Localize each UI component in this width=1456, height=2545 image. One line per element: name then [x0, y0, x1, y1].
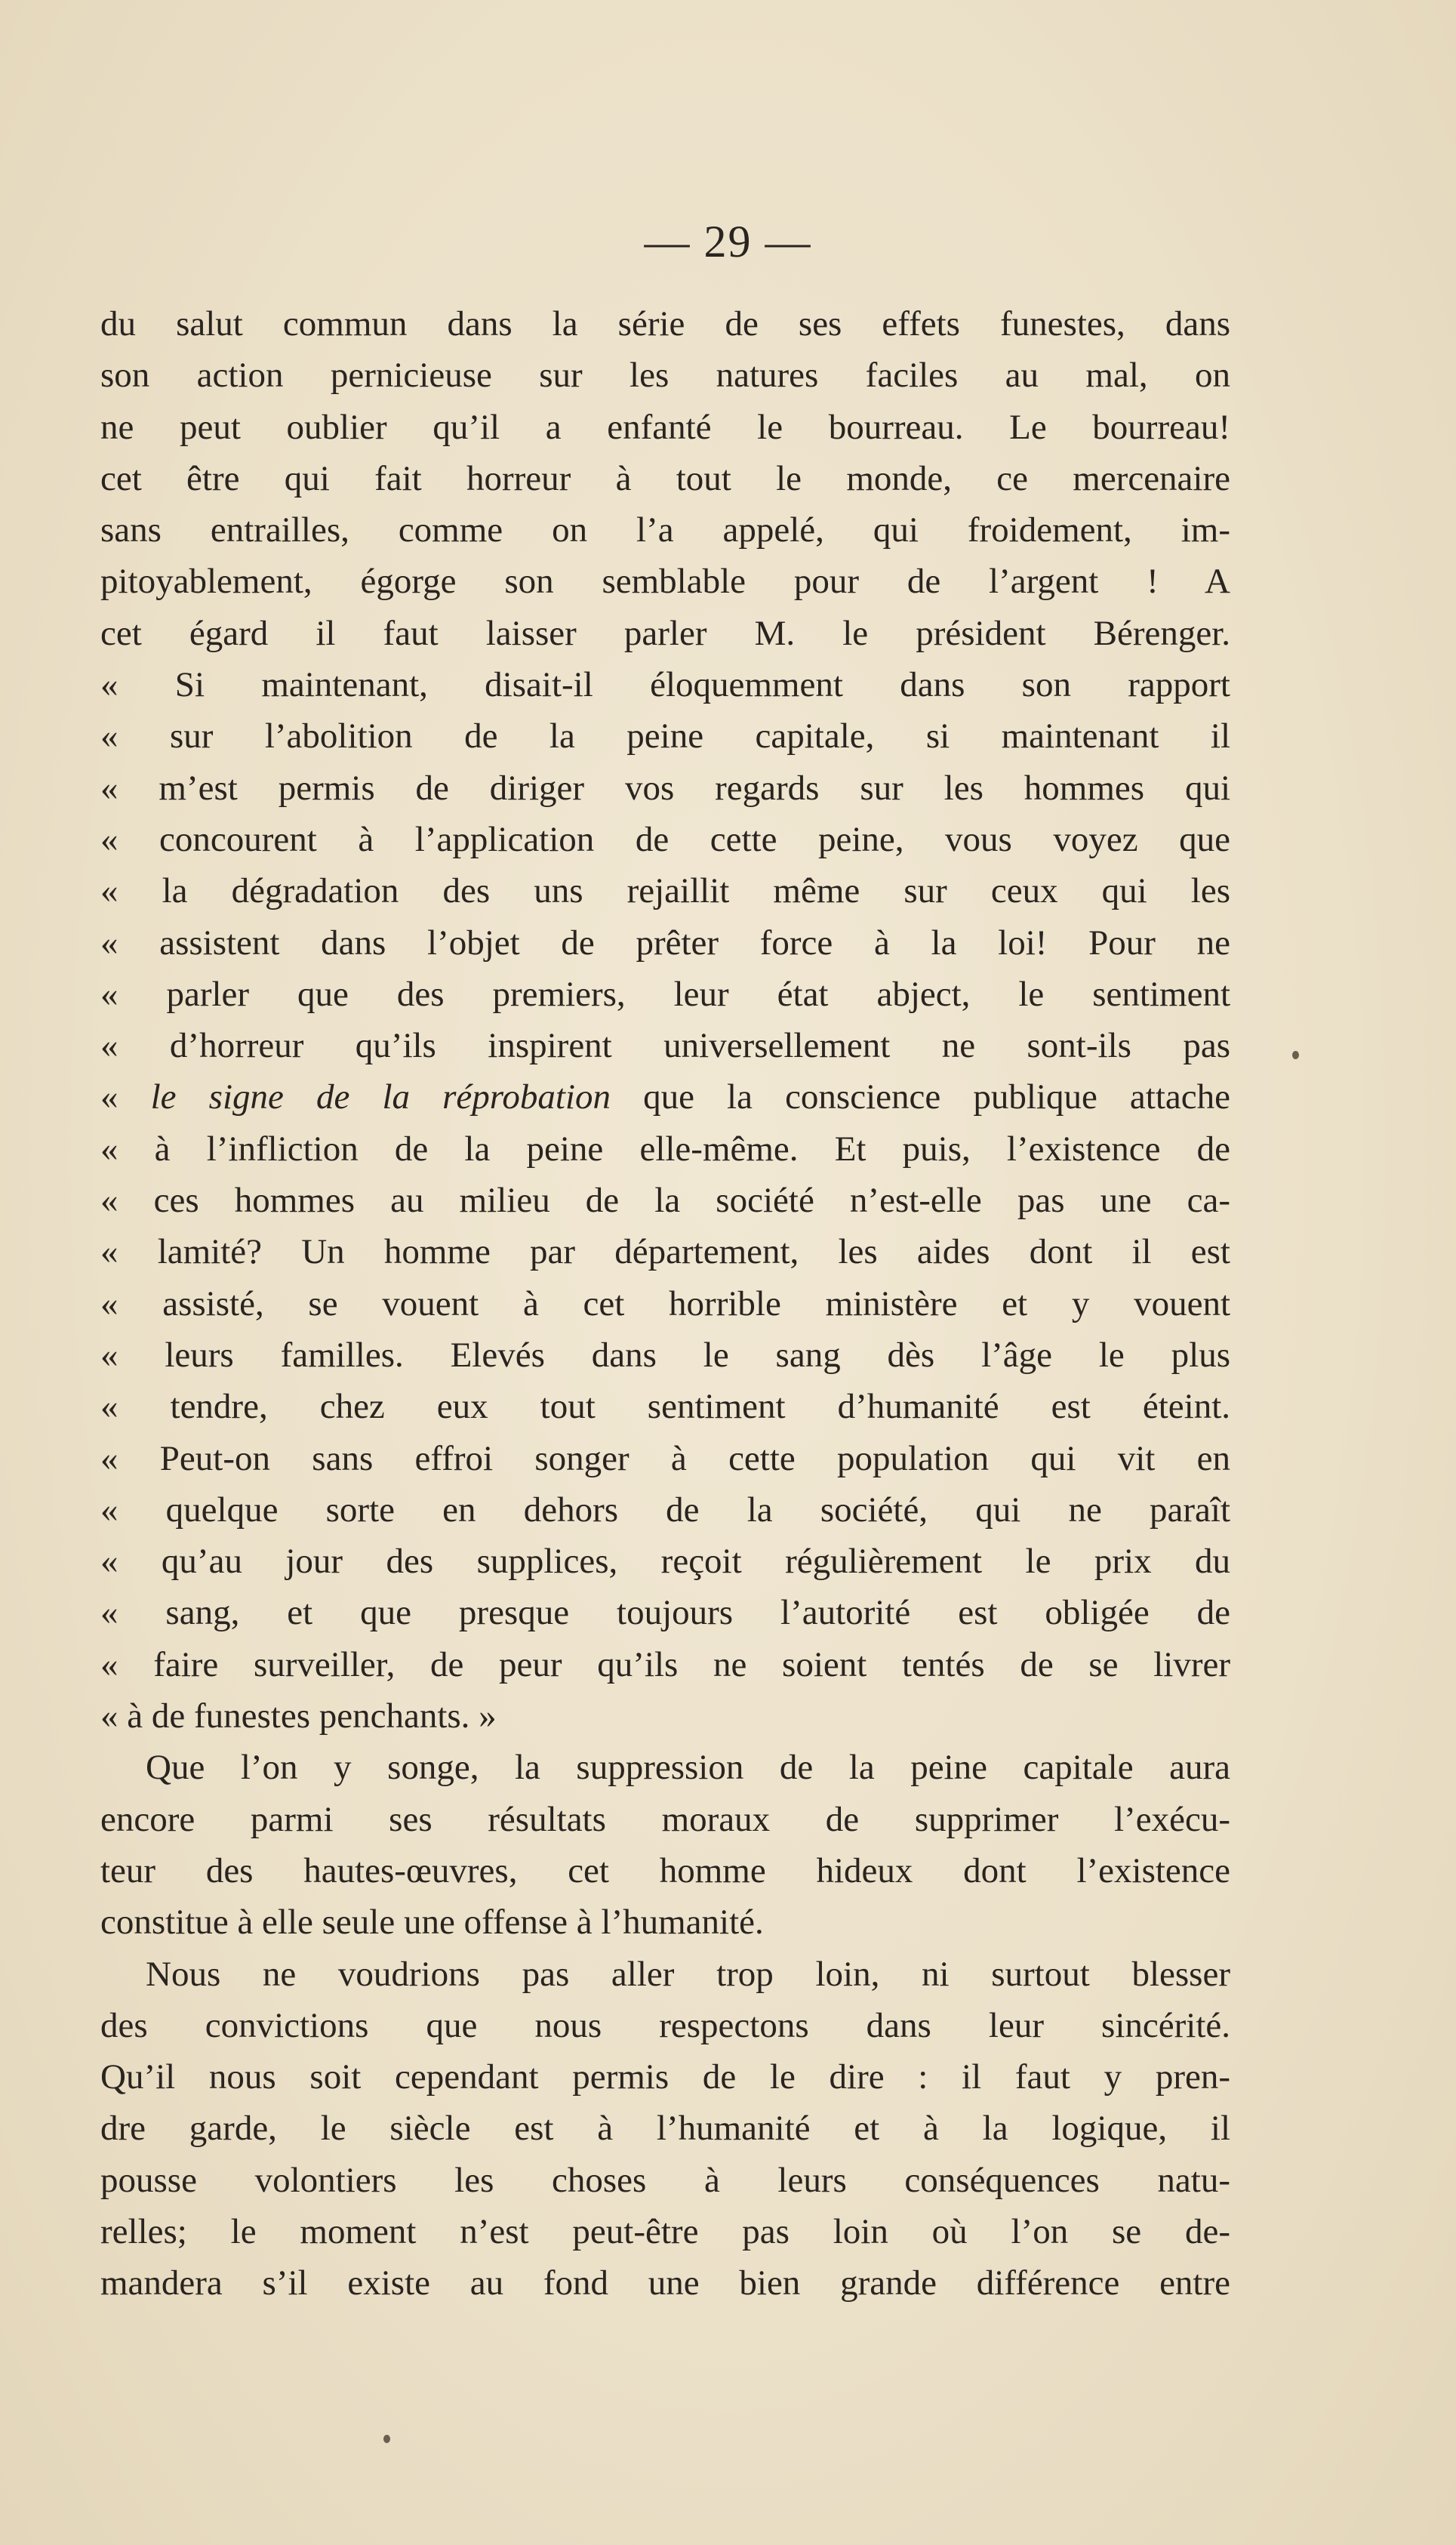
text-line: du salut commun dans la série de ses effets funestes, dans	[100, 304, 1230, 344]
text-line: teur des hautes-œuvres, cet homme hideux dont l’existence	[100, 1850, 1230, 1890]
quote-line: « lamité? Un homme par département, les aides dont il est	[100, 1232, 1230, 1272]
quote-mark: «	[100, 1077, 151, 1117]
quote-line: « ces hommes au milieu de la société n’est-elle pas une ca-	[100, 1181, 1230, 1221]
quote-line: « à l’infliction de la peine elle-même. Et puis, l’existence de	[100, 1129, 1230, 1169]
italic-phrase: le signe de la réprobation	[150, 1077, 611, 1117]
quote-line-italic	[100, 1071, 1230, 1123]
quote-line: « faire surveiller, de peur qu’ils ne soient tentés de se livrer	[100, 1644, 1230, 1684]
text-line: des convictions que nous respectons dans leur sincérité.	[100, 2005, 1230, 2045]
text-line: dre garde, le siècle est à l’humanité et à la logique, il	[100, 2109, 1230, 2149]
ink-speck	[1292, 1051, 1299, 1059]
text-line: encore parmi ses résultats moraux de supprimer l’exécu-	[100, 1799, 1230, 1839]
quote-line: « assistent dans l’objet de prêter force à la loi! Pour ne	[100, 923, 1230, 963]
quote-line: « Si maintenant, disait-il éloquemment dans son rapport	[100, 665, 1230, 705]
text-line: ne peut oublier qu’il a enfanté le bourreau. Le bourreau!	[100, 407, 1230, 447]
quote-line: « qu’au jour des supplices, reçoit régulièrement le prix du	[100, 1542, 1230, 1582]
paragraph-start: Nous ne voudrions pas aller trop loin, ni surtout blesser	[146, 1954, 1230, 1994]
quote-line: « m’est permis de diriger vos regards sur les hommes qui	[100, 768, 1230, 808]
text-line: pitoyablement, égorge son semblable pour de l’argent ! A	[100, 562, 1230, 602]
ink-speck	[383, 2435, 390, 2443]
quote-line: « d’horreur qu’ils inspirent universellement ne sont-ils pas	[100, 1026, 1230, 1066]
paragraph-start: Que l’on y songe, la suppression de la peine capitale aura	[146, 1748, 1230, 1788]
text-line: relles; le moment n’est peut-être pas loin où l’on se de-	[100, 2211, 1230, 2251]
quote-line: « sur l’abolition de la peine capitale, si maintenant il	[100, 716, 1230, 756]
text-line: cet être qui fait horreur à tout le monde, ce mercenaire	[100, 458, 1230, 498]
page-number: — 29 —	[644, 217, 812, 267]
text-line: mandera s’il existe au fond une bien grande différence entre	[100, 2263, 1230, 2303]
text-line: Qu’il nous soit cependant permis de le dire : il faut y pren-	[100, 2057, 1230, 2097]
text-line: sans entrailles, comme on l’a appelé, qui froidement, im-	[100, 510, 1230, 550]
text-line: son action pernicieuse sur les natures faciles au mal, on	[100, 356, 1230, 396]
quote-line: « assisté, se vouent à cet horrible ministère et y vouent	[100, 1283, 1230, 1323]
quote-line: « sang, et que presque toujours l’autorité est obligée de	[100, 1593, 1230, 1633]
line-rest: que la conscience publique attache	[610, 1077, 1230, 1117]
text-line: cet égard il faut laisser parler M. le président Bérenger.	[100, 613, 1230, 653]
quote-line: « à de funestes penchants. »	[100, 1696, 497, 1736]
quote-line: « parler que des premiers, leur état abject, le sentiment	[100, 974, 1230, 1014]
quote-line: « Peut-on sans effroi songer à cette population qui vit en	[100, 1438, 1230, 1478]
quote-line: « quelque sorte en dehors de la société, qui ne paraît	[100, 1490, 1230, 1530]
quote-line: « la dégradation des uns rejaillit même sur ceux qui les	[100, 871, 1230, 911]
quote-line: « concourent à l’application de cette peine, vous voyez que	[100, 819, 1230, 859]
text-line: pousse volontiers les choses à leurs conséquences natu-	[100, 2160, 1230, 2200]
quote-line: « leurs familles. Elevés dans le sang dès l’âge le plus	[100, 1335, 1230, 1375]
quote-line: « tendre, chez eux tout sentiment d’humanité est éteint.	[100, 1387, 1230, 1427]
text-line: constitue à elle seule une offense à l’humanité.	[100, 1903, 764, 1943]
body-text	[100, 298, 1230, 2309]
